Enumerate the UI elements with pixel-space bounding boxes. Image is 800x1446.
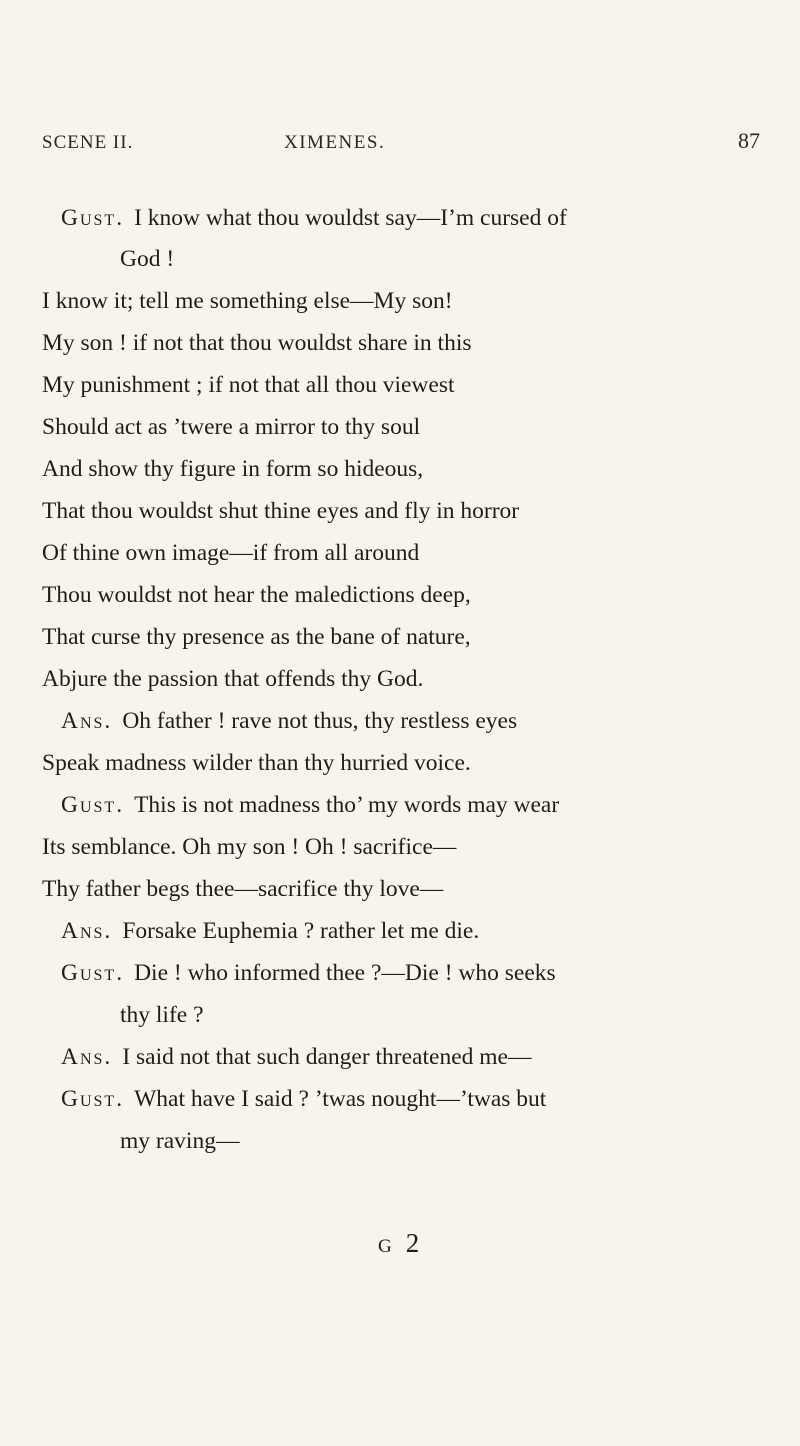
text-line	[42, 580, 471, 610]
line-text: Abjure the passion that offends thy God.	[42, 666, 424, 692]
text-line	[42, 454, 423, 484]
page-number: 87	[738, 128, 760, 153]
line-text: My son ! if not that thou wouldst share in this	[42, 330, 472, 356]
text-line	[42, 496, 519, 526]
text-line	[42, 538, 419, 568]
speaker-name: Gust.	[61, 205, 125, 231]
text-line	[61, 1084, 546, 1114]
text-line	[61, 790, 559, 820]
line-text: Oh father ! rave not thus, thy restless eyes	[122, 708, 518, 734]
line-text: Should act as ’twere a mirror to thy soul	[42, 414, 421, 440]
text-line	[61, 916, 479, 946]
running-head-scene: SCENE II.	[42, 132, 134, 153]
text-line	[42, 622, 471, 652]
text-line	[42, 328, 472, 358]
text-line	[42, 412, 420, 442]
text-line	[42, 748, 471, 778]
signature-letter: G	[378, 1236, 394, 1257]
text-line	[42, 664, 423, 694]
speaker-name: Ans.	[61, 1044, 113, 1070]
signature-number: 2	[405, 1228, 422, 1258]
text-line	[42, 370, 455, 400]
line-text: I said not that such danger threatened me—	[122, 1044, 532, 1070]
line-text: Forsake Euphemia ? rather let me die.	[122, 918, 480, 944]
line-text: Speak madness wilder than thy hurried voice.	[42, 750, 471, 776]
line-text: And show thy figure in form so hideous,	[42, 456, 424, 482]
text-line	[61, 203, 567, 233]
line-text: This is not madness tho’ my words may wear	[134, 792, 560, 818]
running-head-title: XIMENES.	[284, 132, 386, 153]
text-line	[42, 832, 456, 862]
speaker-name: Ans.	[61, 918, 113, 944]
running-head	[42, 128, 760, 162]
text-line	[120, 244, 174, 274]
line-text: God !	[120, 246, 175, 272]
line-text: I know it; tell me something else—My son!	[42, 288, 453, 314]
line-text: Thy father begs thee—sacrifice thy love—	[42, 876, 444, 902]
line-text: Its semblance. Oh my son ! Oh ! sacrifice—	[42, 834, 457, 860]
line-text: thy life ?	[120, 1002, 204, 1028]
speaker-name: Gust.	[61, 960, 125, 986]
text-line	[120, 1000, 204, 1030]
line-text: my raving—	[120, 1128, 240, 1154]
text-line	[61, 958, 556, 988]
signature-mark	[378, 1228, 421, 1259]
line-text: I know what thou wouldst say—I’m cursed of	[134, 205, 567, 231]
text-line	[61, 706, 517, 736]
line-text: Thou wouldst not hear the maledictions deep,	[42, 582, 471, 608]
line-text: What have I said ? ’twas nought—’twas but	[134, 1086, 547, 1112]
line-text: My punishment ; if not that all thou viewest	[42, 372, 455, 398]
line-text: Die ! who informed thee ?—Die ! who seeks	[134, 960, 556, 986]
text-line	[61, 1042, 531, 1072]
speaker-name: Gust.	[61, 792, 125, 818]
line-text: That curse thy presence as the bane of nature,	[42, 624, 471, 650]
text-line	[42, 874, 443, 904]
text-line	[42, 286, 453, 316]
text-line	[120, 1126, 239, 1156]
speaker-name: Gust.	[61, 1086, 125, 1112]
line-text: That thou wouldst shut thine eyes and fly in horror	[42, 498, 520, 524]
line-text: Of thine own image—if from all around	[42, 540, 420, 566]
speaker-name: Ans.	[61, 708, 113, 734]
